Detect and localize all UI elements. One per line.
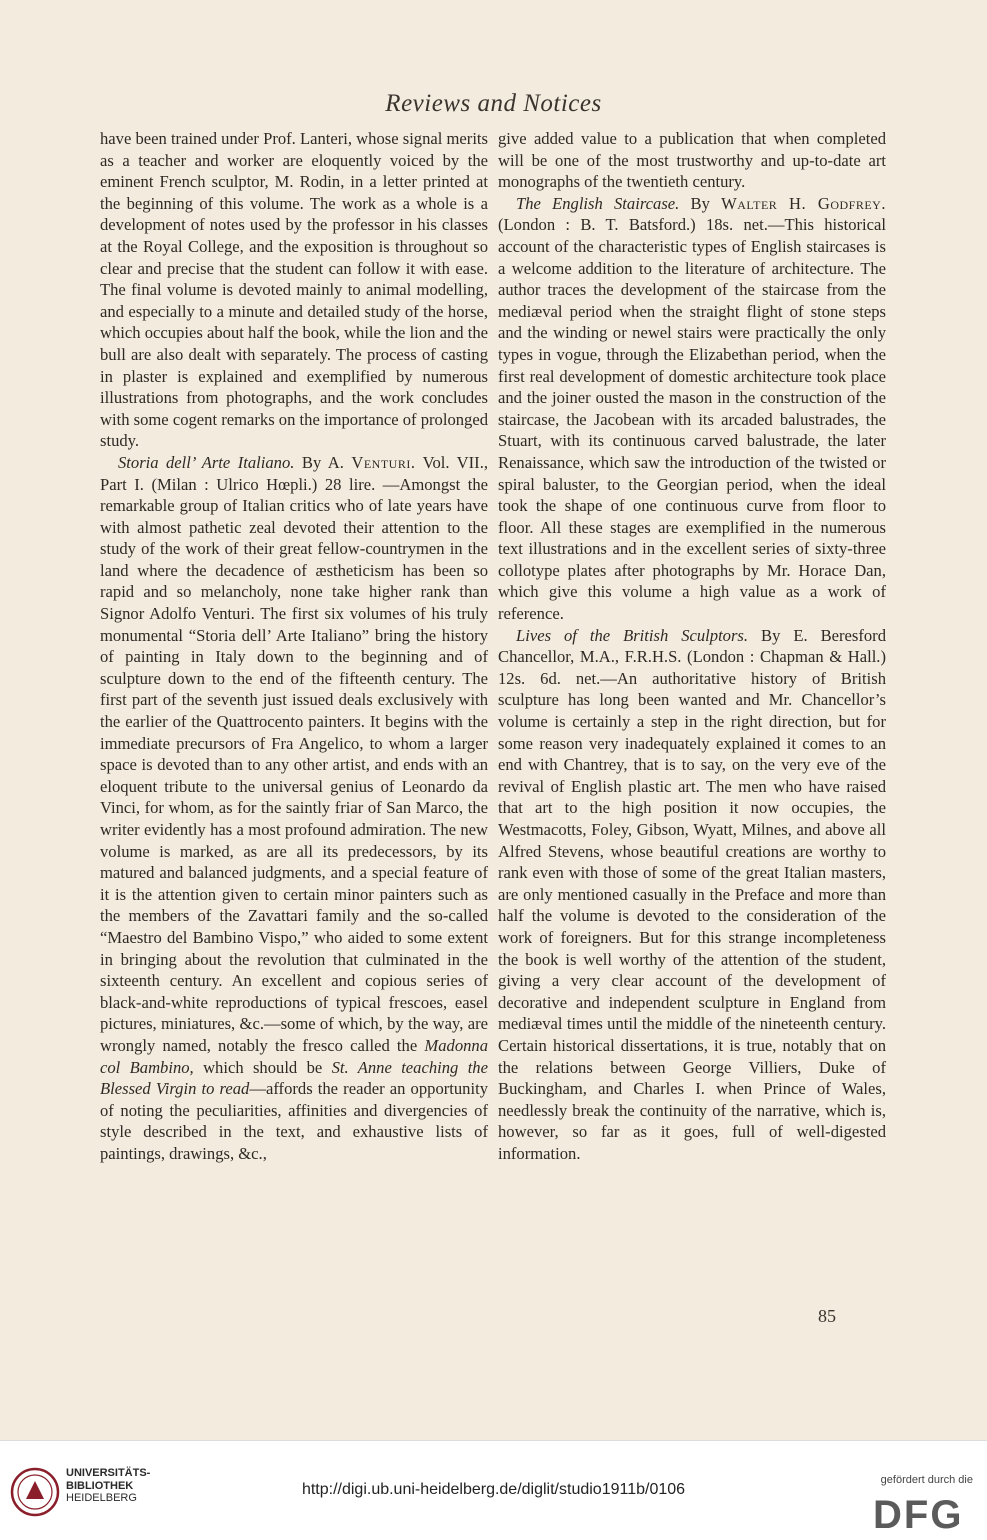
author-name: Venturi. bbox=[351, 452, 416, 472]
dfg-logo-icon bbox=[871, 1492, 975, 1532]
institution-name: UNIVERSITÄTS- BIBLIOTHEK HEIDELBERG bbox=[66, 1467, 151, 1504]
artwork-title: Madonna col Bambino, bbox=[100, 1035, 489, 1077]
review-godfrey bbox=[498, 193, 886, 625]
review-body-mid: which should be bbox=[203, 1057, 323, 1077]
book-title: Storia dell’ Arte Italiano. bbox=[118, 452, 295, 472]
review-chancellor bbox=[498, 625, 886, 1165]
svg-text:DFG: DFG bbox=[873, 1493, 964, 1532]
permalink-url[interactable]: http://digi.ub.uni-heidelberg.de/diglit/studio1911b/0106 bbox=[301, 1481, 686, 1498]
artwork-title: St. Anne teaching the Blessed Virgin to read bbox=[100, 1057, 488, 1099]
paragraph: give added value to a publication that when completed will be one of the most trustworthy and up-to-date art monographs of the twentieth century. bbox=[498, 129, 886, 192]
paragraph: have been trained under Prof. Lanteri, whose signal merits as a teacher and worker are eloquently voiced by the eminent French sculptor, M. Rodin, in a letter printed at the beginning of this volume. The work as a whole is a development of notes used by the professor in his classes at the Royal College, and the exposition is throughout so clear and precise that the student can follow it with ease. The final volume is devoted mainly to animal modelling, and especially to a minute and detailed study of the horse, which occupies about half the book, while the lion and the bull are also dealt with separately. The process of casting in plaster is explained and exemplified by numerous illustrations from photographs, and the work concludes with some cogent remarks on the importance of prolonged study. bbox=[100, 129, 489, 451]
author-name: Walter H. Godfrey. bbox=[721, 193, 886, 213]
review-body-end: —affords the reader an opportunity of noting the peculiarities, affinities and divergencies of style described in the text, and exhaustive lists of paintings, drawings, &c., bbox=[100, 1079, 488, 1163]
page-number: 85 bbox=[818, 1306, 836, 1326]
byline: By A. bbox=[301, 452, 344, 472]
left-column bbox=[100, 128, 488, 1165]
running-head: Reviews and Notices bbox=[385, 90, 602, 117]
review-body: Vol. VII., Part I. (Milan : Ulrico Hœpli.) 28 lire. —Amongst the remarkable group of Italian critics who of late years have with almost pathetic zeal devoted their attention to the study of the work of their great fellow-countrymen in the land where the decadence of æstheticism has been so rapid and so melancholy, none take higher rank than Signor Adolfo Venturi. The first six volumes of his truly monumental “Storia dell’ Arte Italiano” bring the history of painting in Italy down to the beginning and of sculpture down to the end of the fifteenth century. The first part of the seventh just issued deals exclusively with the earlier of the Quattrocento painters. It begins with the immediate precursors of Fra Angelico, to whom a larger space is devoted than to any other artist, and ends with an eloquent tribute to the universal genius of Leonardo da Vinci, for whom, as for the saintly friar of San Marco, the writer evidently has a most profound admiration. The new volume is marked, as are all its predecessors, by its matured and balanced judgments, and a special feature of it is the attention given to certain minor painters such as the members of the Zavattari family and the so-called “Maestro del Bambino Vispo,” who aided to some extent in bringing about the revolution that culminated in the sixteenth century. An excellent and copious series of black-and-white reproductions of typical frescoes, easel pictures, miniatures, &c.—some of which, by the way, are wrongly named, notably the fresco called the bbox=[100, 452, 488, 1055]
right-column bbox=[498, 128, 886, 1165]
book-title: The English Staircase. bbox=[516, 193, 680, 213]
book-title: Lives of the British Sculptors. bbox=[516, 625, 749, 645]
byline: By bbox=[690, 193, 710, 213]
review-body: By E. Beresford Chancellor, M.A., F.R.H.S. (London : Chapman & Hall.) 12s. 6d. net.—An authoritative history of British sculpture has long been wanted and Mr. Chancellor’s volume is certainly a step in the right direction, but for some reason very inadequately explained it comes to an end with Chantrey, that is to say, on the very eve of the revival of English plastic art. The men who have raised that art to the high position it now occupies, the Westmacotts, Foley, Gibson, Wyatt, Milnes, and above all Alfred Stevens, whose beautiful creations are worthy to rank even with those of some of the great Italian masters, are only mentioned casually in the Preface and more than half the volume is devoted to the consideration of the work of foreigners. But for this strange incompleteness the book is well worthy of the attention of the student, giving a very clear account of the development of decorative and independent sculpture in England from mediæval times until the middle of the nineteenth century. Certain historical dissertations, it is true, notably that on the relations between George Villiers, Duke of Buckingham, and Charles I. when Prince of Wales, needlessly break the continuity of the narrative, which is, however, so far as it goes, full of well-digested information. bbox=[498, 625, 887, 1163]
review-body: (London : B. T. Batsford.) 18s. net.—This historical account of the characteristic types of English staircases is a welcome addition to the literature of architecture. The author traces the development of the staircase from the mediæval period when the straight flight of stone steps and the winding or newel stairs were practically the only types in vogue, through the Elizabethan period, when the first real development of domestic architecture took place and the joiner ousted the mason in the construction of the staircase, the Jacobean with its arcaded balustrades, the Stuart, with its continuous carved balustrade, the later Renaissance, which saw the introduction of the twisted or spiral baluster, to the Georgian period, when the ideal took the shape of one continuous curve from floor to floor. All these stages are exemplified in the numerous text illustrations and in the excellent series of sixty-three collotype plates after photographs by Mr. Horace Dan, which give this volume a high value as a work of reference. bbox=[498, 215, 886, 624]
funding-note: gefördert durch die bbox=[880, 1474, 973, 1486]
review-venturi bbox=[100, 452, 488, 1165]
